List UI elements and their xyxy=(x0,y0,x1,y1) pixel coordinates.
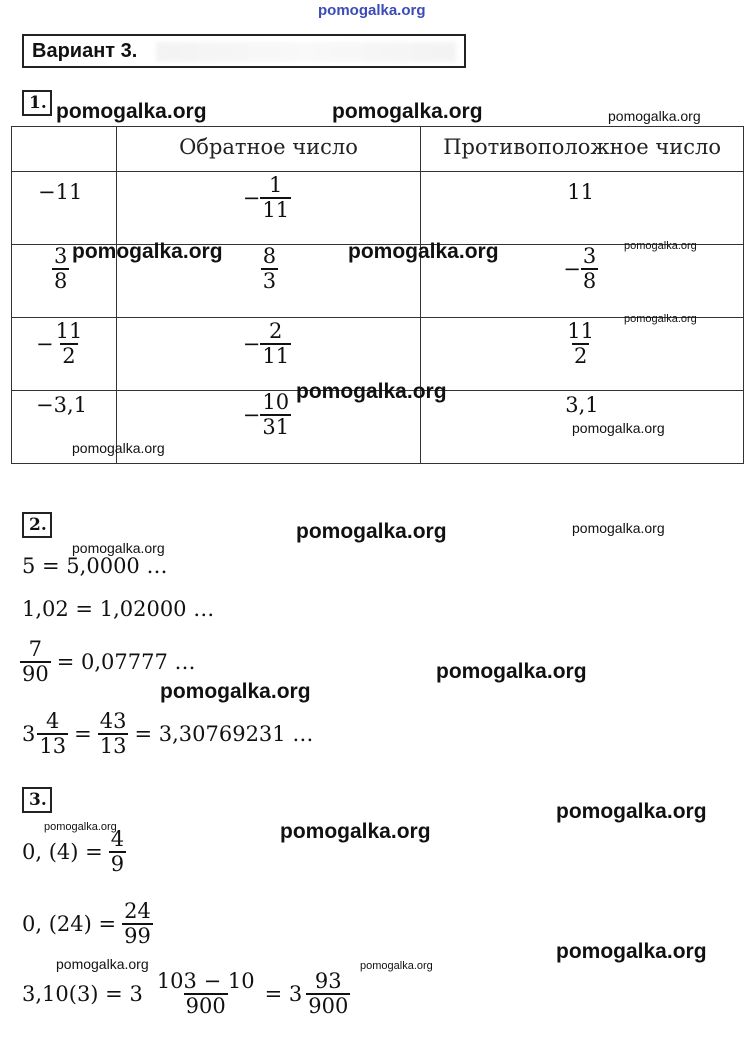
blurred-text xyxy=(156,42,456,62)
watermark: pomogalka.org xyxy=(56,100,207,123)
task1-number: 1. xyxy=(22,90,52,116)
fraction: $\frac{4}{13}$ xyxy=(39,709,67,759)
task2-line4: 3 $\frac{4}{13}$ = $\frac{43}{13}$ = 3,30769231 … xyxy=(22,709,314,759)
number-fraction: $\frac{11}{2}$ xyxy=(55,319,83,369)
fraction: $\frac{4}{9}$ xyxy=(110,827,125,877)
watermark: pomogalka.org xyxy=(296,380,447,403)
fraction: $\frac{43}{13}$ xyxy=(99,709,127,759)
opposite-fraction: $\frac{11}{2}$ xyxy=(567,319,594,369)
reciprocal-fraction: $\frac{2}{11}$ xyxy=(262,319,290,369)
task3-number: 3. xyxy=(22,787,52,813)
cell-number xyxy=(12,318,117,391)
watermark: pomogalka.org xyxy=(296,520,447,543)
number-value: −3,1 xyxy=(36,393,87,417)
watermark: pomogalka.org xyxy=(436,660,587,683)
cell-number xyxy=(12,172,117,245)
task3-line1: 0, (4) = $\frac{4}{9}$ xyxy=(22,827,125,877)
variant-header xyxy=(22,34,466,68)
opposite-value: 11 xyxy=(567,180,594,204)
opposite-value: 3,1 xyxy=(565,393,599,417)
watermark: pomogalka.org xyxy=(624,313,697,325)
reciprocal-fraction: $\frac{10}{31}$ xyxy=(262,390,290,440)
variant-title: Вариант 3. xyxy=(32,40,138,62)
fraction: $\frac{7}{90}$ xyxy=(22,637,49,687)
watermark: pomogalka.org xyxy=(72,440,165,456)
watermark: pomogalka.org xyxy=(332,100,483,123)
watermark: pomogalka.org xyxy=(556,940,707,963)
watermark: pomogalka.org xyxy=(556,800,707,823)
task3-line3: 3,10(3) = 3 $\frac{103 - 10}{900}$ = 3 $\frac{93}{900}$ xyxy=(22,969,349,1019)
watermark: pomogalka.org xyxy=(160,680,311,703)
watermark: pomogalka.org xyxy=(360,960,433,972)
minus-sign: − xyxy=(242,332,261,357)
minus-sign: − xyxy=(563,257,581,282)
watermark: pomogalka.org xyxy=(624,240,697,252)
watermark: pomogalka.org xyxy=(280,820,431,843)
minus-sign: − xyxy=(36,332,54,357)
watermark: pomogalka.org xyxy=(72,240,223,263)
watermark: pomogalka.org xyxy=(348,240,499,263)
task3-line2: 0, (24) = $\frac{24}{99}$ xyxy=(22,899,151,949)
watermark: pomogalka.org xyxy=(608,108,701,124)
opposite-fraction: $\frac{3}{8}$ xyxy=(582,244,597,294)
reciprocal-fraction: $\frac{8}{3}$ xyxy=(262,244,277,294)
number-fraction: $\frac{3}{8}$ xyxy=(54,244,68,294)
watermark-top[interactable]: pomogalka.org xyxy=(318,2,426,19)
fraction: $\frac{93}{900}$ xyxy=(308,969,349,1019)
watermark: pomogalka.org xyxy=(572,420,665,436)
minus-sign: − xyxy=(242,403,261,428)
task2-line3: $\frac{7}{90}$ = 0,07777 … xyxy=(22,637,196,687)
watermark: pomogalka.org xyxy=(572,520,665,536)
fraction: $\frac{103 - 10}{900}$ xyxy=(156,969,255,1019)
watermark: pomogalka.org xyxy=(44,821,117,833)
reciprocal-fraction: $\frac{1}{11}$ xyxy=(262,173,290,223)
header-cell-opposite: Противоположное число xyxy=(421,127,744,172)
minus-sign: − xyxy=(242,186,261,211)
header-cell-reciprocal: Обратное число xyxy=(116,127,421,172)
watermark: pomogalka.org xyxy=(56,956,149,972)
task2-line2: 1,02 = 1,02000 … xyxy=(22,597,215,621)
cell-reciprocal xyxy=(116,172,421,245)
number-value: −11 xyxy=(38,180,83,204)
task2-line1: 5 = 5,0000 … xyxy=(22,554,168,578)
task2-number: 2. xyxy=(22,512,52,538)
cell-opposite xyxy=(421,318,744,391)
numbers-table xyxy=(11,126,744,464)
cell-opposite xyxy=(421,172,744,245)
watermark: pomogalka.org xyxy=(72,540,165,556)
fraction: $\frac{24}{99}$ xyxy=(124,899,151,949)
table-row xyxy=(12,172,744,245)
table-header-row xyxy=(12,127,744,172)
header-cell-empty xyxy=(12,127,117,172)
